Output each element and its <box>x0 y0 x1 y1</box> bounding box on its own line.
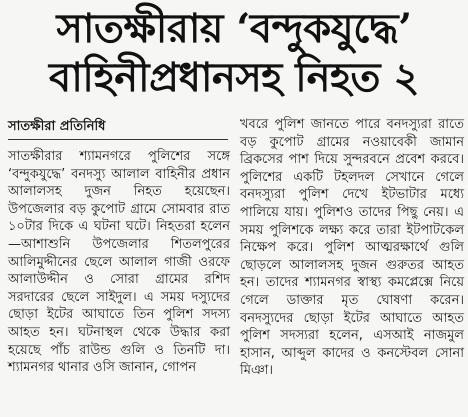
article-column-left <box>8 148 230 377</box>
article-column-right <box>240 116 464 380</box>
article-text-right: খবরে পুলিশ জানতে পারে বনদস্যুরা রাতে বড় কুপোট গ্রামের নওয়াবেকী জামান ব্রিকসের পাশ দিয়ে সুন্দরবনে প্রবেশ করবে। পুলিশের একটি টহলদল সেখানে গেলে বনদস্যুরা পুলিশ দেখে ইটভাটার মধ্যে পালিয়ে যায়। পুলিশও তাদের পিছু নেয়। এ সময় পুলিশকে লক্ষ্য করে তারা ইটপাটকেল নিক্ষেপ করে। পুলিশ আত্মরক্ষার্থে গুলি ছোড়লে আলালসহ দুজন গুরুতর আহত হন। তাদের শ্যামনগর স্বাস্থ্য কমপ্লেক্সে নিয়ে গেলে ডাক্তার মৃত ঘোষণা করেন। বনদস্যুদের ছোড়া ইটের আঘাতে আহত পুলিশ সদস্যরা হলেন, এসআই নাজমুল হাসান, আব্দুল কাদের ও কনস্টেবল সোনা মিঞা। <box>240 117 464 379</box>
byline: সাতক্ষীরা প্রতিনিধি <box>8 119 106 134</box>
headline-line-2: বাহিনীপ্রধানসহ নিহত ২ <box>48 54 420 101</box>
article-text-left: সাতক্ষীরার শ্যামনগরে পুলিশের সঙ্গে ‘বন্দুকযুদ্ধে’ বনদস্যু আলাল বাহিনীর প্রধান আলালসহ দুজন নিহত হয়েছেন। উপজেলার বড় কুপোট গ্রামে সোমবার রাত ১০টার দিকে এ ঘটনা ঘটে। নিহতরা হলেন—আশাশুনি উপজেলার শিতলপুরের আলিমুদ্দীনের ছেলে আলাল গাজী ওরফে আলাউদ্দীন ও সোরা গ্রামের রশিদ সরদারের ছেলে সাইদুল। এ সময় দস্যুদের ছোড়া ইটের আঘাতে তিন পুলিশ সদস্য আহত হন। ঘটনাস্থল থেকে উদ্ধার করা হয়েছে পাঁচ রাউন্ড গুলি ও তিনটি দা। শ্যামনগর থানার ওসি জানান, গোপন <box>8 149 230 376</box>
headline-line-1: সাতক্ষীরায় ‘বন্দুকযুদ্ধে’ <box>56 5 412 52</box>
headline <box>0 4 468 102</box>
byline-divider <box>8 139 228 140</box>
